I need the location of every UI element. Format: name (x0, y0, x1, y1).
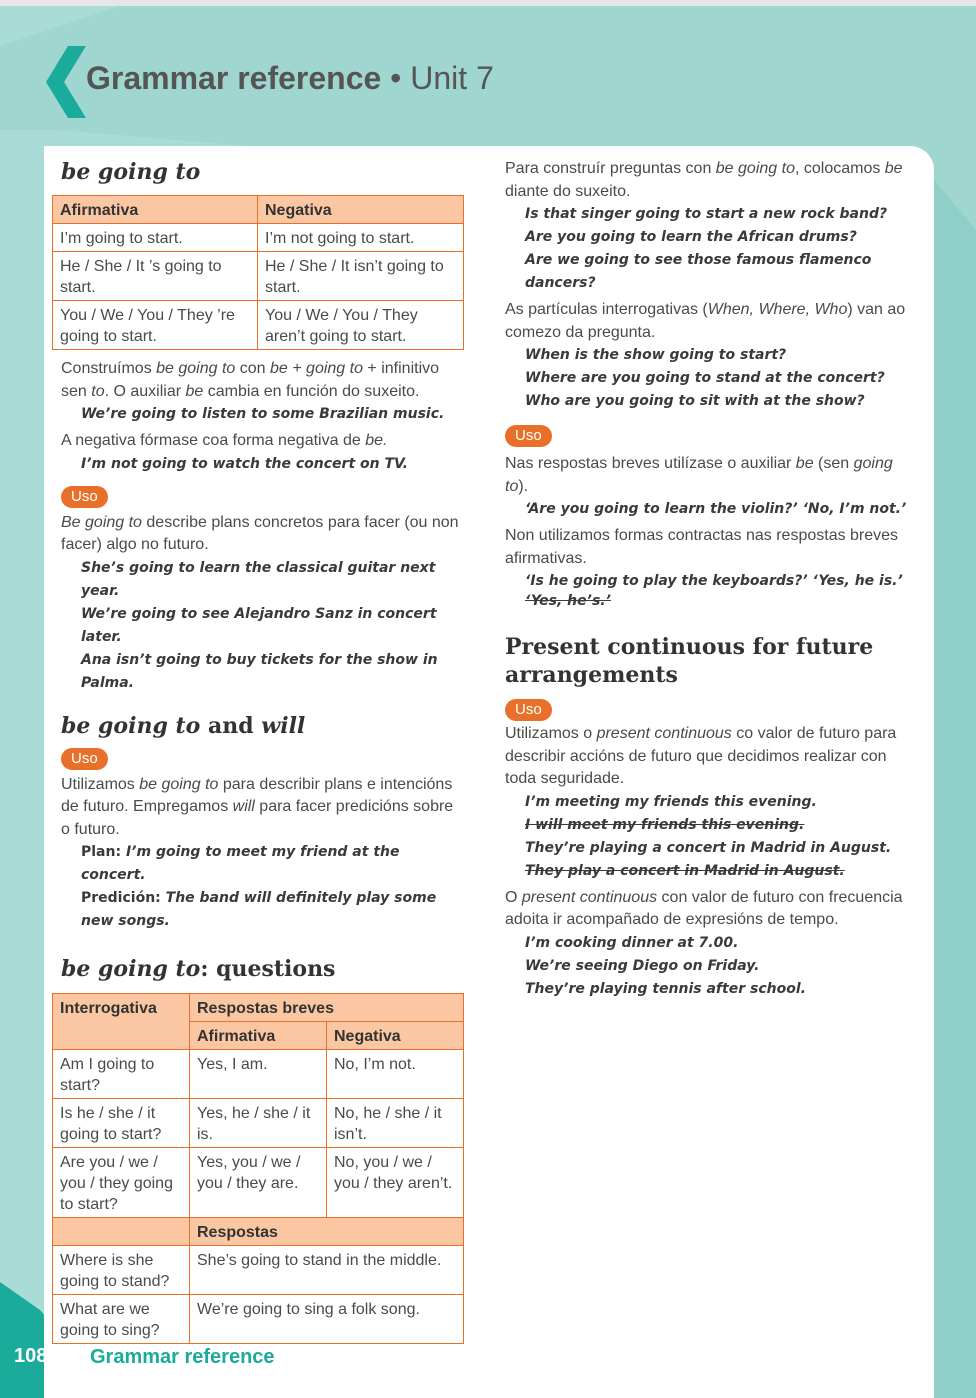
uso-text: Be going to describe plans concretos para facer (ou non facer) algo no futuro. (61, 513, 459, 553)
negative-text: A negativa fórmase coa forma negativa de be. (61, 432, 388, 449)
present-continuous-text: Utilizamos o present continuous co valor de futuro para describir accións de futuro que decidimos realizar con toda seguridade. (505, 725, 897, 787)
table-cell: Am I going to start? (53, 1050, 190, 1099)
section-title-going-to-will: be going to and will (61, 712, 306, 739)
uso-badge: Uso (505, 425, 552, 447)
table-cell: Yes, he / she / it is. (190, 1099, 327, 1148)
section-title-present-continuous: Present continuous for future arrangements (505, 634, 874, 688)
example: We’re seeing Diego on Friday. (525, 957, 760, 974)
footer-label: Grammar reference (90, 1346, 275, 1368)
example: ‘Is he going to play the keyboards?’ ‘Yes, he is.’ (525, 573, 903, 589)
example: They’re playing a concert in Madrid in August. (525, 839, 892, 856)
table-cell: We’re going to sing a folk song. (190, 1295, 464, 1344)
page-number: 108 (14, 1345, 48, 1367)
page-title (86, 60, 494, 97)
uso-badge: Uso (505, 699, 552, 721)
time-expressions-text: O present continuous con valor de futuro con frecuencia adoita ir acompañado de expresións de tempo. (505, 888, 903, 928)
going-to-will-body (52, 748, 464, 934)
table-cell: Are you / we / you / they going to start? (53, 1148, 190, 1218)
table-header: Negativa (258, 196, 464, 224)
example: Ana isn’t going to buy tickets for the show in Palma. (81, 651, 438, 691)
example: She’s going to learn the classical guitar next year. (81, 559, 436, 599)
plan-example: Plan: I’m going to meet my friend at the concert. (81, 844, 400, 883)
short-answer-text: Nas respostas breves utilízase o auxiliar be (sen going to). (505, 455, 893, 495)
right-edge-stripe (934, 180, 976, 1398)
going-to-table (52, 195, 464, 350)
table-cell: Yes, I am. (190, 1050, 327, 1099)
table-cell: He / She / It ’s going to start. (53, 252, 258, 301)
contraction-text: Non utilizamos formas contractas nas respostas breves afirmativas. (505, 527, 899, 567)
questions-table (52, 993, 464, 1344)
table-cell: Yes, you / we / you / they are. (190, 1148, 327, 1218)
table-header: Respostas breves (190, 994, 464, 1022)
table-header: Afirmativa (190, 1022, 327, 1050)
example: Are you going to learn the African drums? (525, 229, 857, 245)
table-header: Interrogativa (53, 994, 190, 1050)
table-header: Respostas (190, 1218, 464, 1246)
example: We’re going to listen to some Brazilian music. (81, 406, 445, 422)
question-construct-text: Para construír preguntas con be going to, colocamos be diante do suxeito. (505, 160, 903, 200)
example: Is that singer going to start a new rock band? (525, 206, 888, 222)
wrong-example: ‘Yes, he’s.’ (525, 593, 611, 609)
right-column (505, 158, 915, 1001)
wrong-example: I will meet my friends this evening. (525, 816, 805, 833)
section-title-questions: be going to: questions (61, 956, 336, 982)
section-title-going-to: be going to (61, 159, 201, 185)
table-cell: Is he / she / it going to start? (53, 1099, 190, 1148)
prediction-example: Predición: The band will definitely play some new songs. (81, 890, 437, 929)
table-cell: I’m not going to start. (258, 224, 464, 252)
title-bold: Grammar reference (86, 60, 382, 96)
left-column (52, 158, 464, 1344)
title-bullet: • (390, 60, 402, 96)
table-cell: What are we going to sing? (53, 1295, 190, 1344)
wh-text: As partículas interrogativas (When, Where, Who) van ao comezo da pregunta. (505, 301, 906, 341)
table-cell: Where is she going to stand? (53, 1246, 190, 1295)
example: When is the show going to start? (525, 347, 787, 363)
example: ‘Are you going to learn the violin?’ ‘No, I’m not.’ (525, 501, 907, 517)
table-header: Afirmativa (53, 196, 258, 224)
table-cell: He / She / It isn’t going to start. (258, 252, 464, 301)
title-unit: Unit 7 (410, 60, 494, 96)
table-cell: You / We / You / They aren’t going to start. (258, 301, 464, 350)
uso-badge: Uso (61, 486, 108, 508)
table-cell: You / We / You / They ’re going to start. (53, 301, 258, 350)
table-cell: I’m going to start. (53, 224, 258, 252)
going-to-body (52, 358, 464, 695)
example: I’m not going to watch the concert on TV. (81, 455, 408, 472)
table-header: Negativa (327, 1022, 464, 1050)
example: I’m cooking dinner at 7.00. (525, 934, 739, 951)
example: We’re going to see Alejandro Sanz in concert later. (81, 605, 437, 645)
uso-badge: Uso (61, 748, 108, 770)
construct-text: Construímos be going to con be + going to + infinitivo sen to. O auxiliar be cambia en función do suxeito. (61, 360, 440, 400)
example: Who are you going to sit with at the show? (525, 393, 865, 409)
table-cell: No, I’m not. (327, 1050, 464, 1099)
table-cell: She’s going to stand in the middle. (190, 1246, 464, 1295)
table-cell: No, you / we / you / they aren’t. (327, 1148, 464, 1218)
example: I’m meeting my friends this evening. (525, 793, 817, 810)
will-text: Utilizamos be going to para describir plans e intencións de futuro. Empregamos will para facer predicións sobre o futuro. (61, 775, 454, 838)
example: They’re playing tennis after school. (525, 980, 806, 997)
table-cell: No, he / she / it isn’t. (327, 1099, 464, 1148)
wrong-example: They play a concert in Madrid in August. (525, 862, 845, 879)
example: Where are you going to stand at the concert? (525, 370, 885, 386)
example: Are we going to see those famous flamenco dancers? (525, 252, 872, 291)
table-header-empty (53, 1218, 190, 1246)
